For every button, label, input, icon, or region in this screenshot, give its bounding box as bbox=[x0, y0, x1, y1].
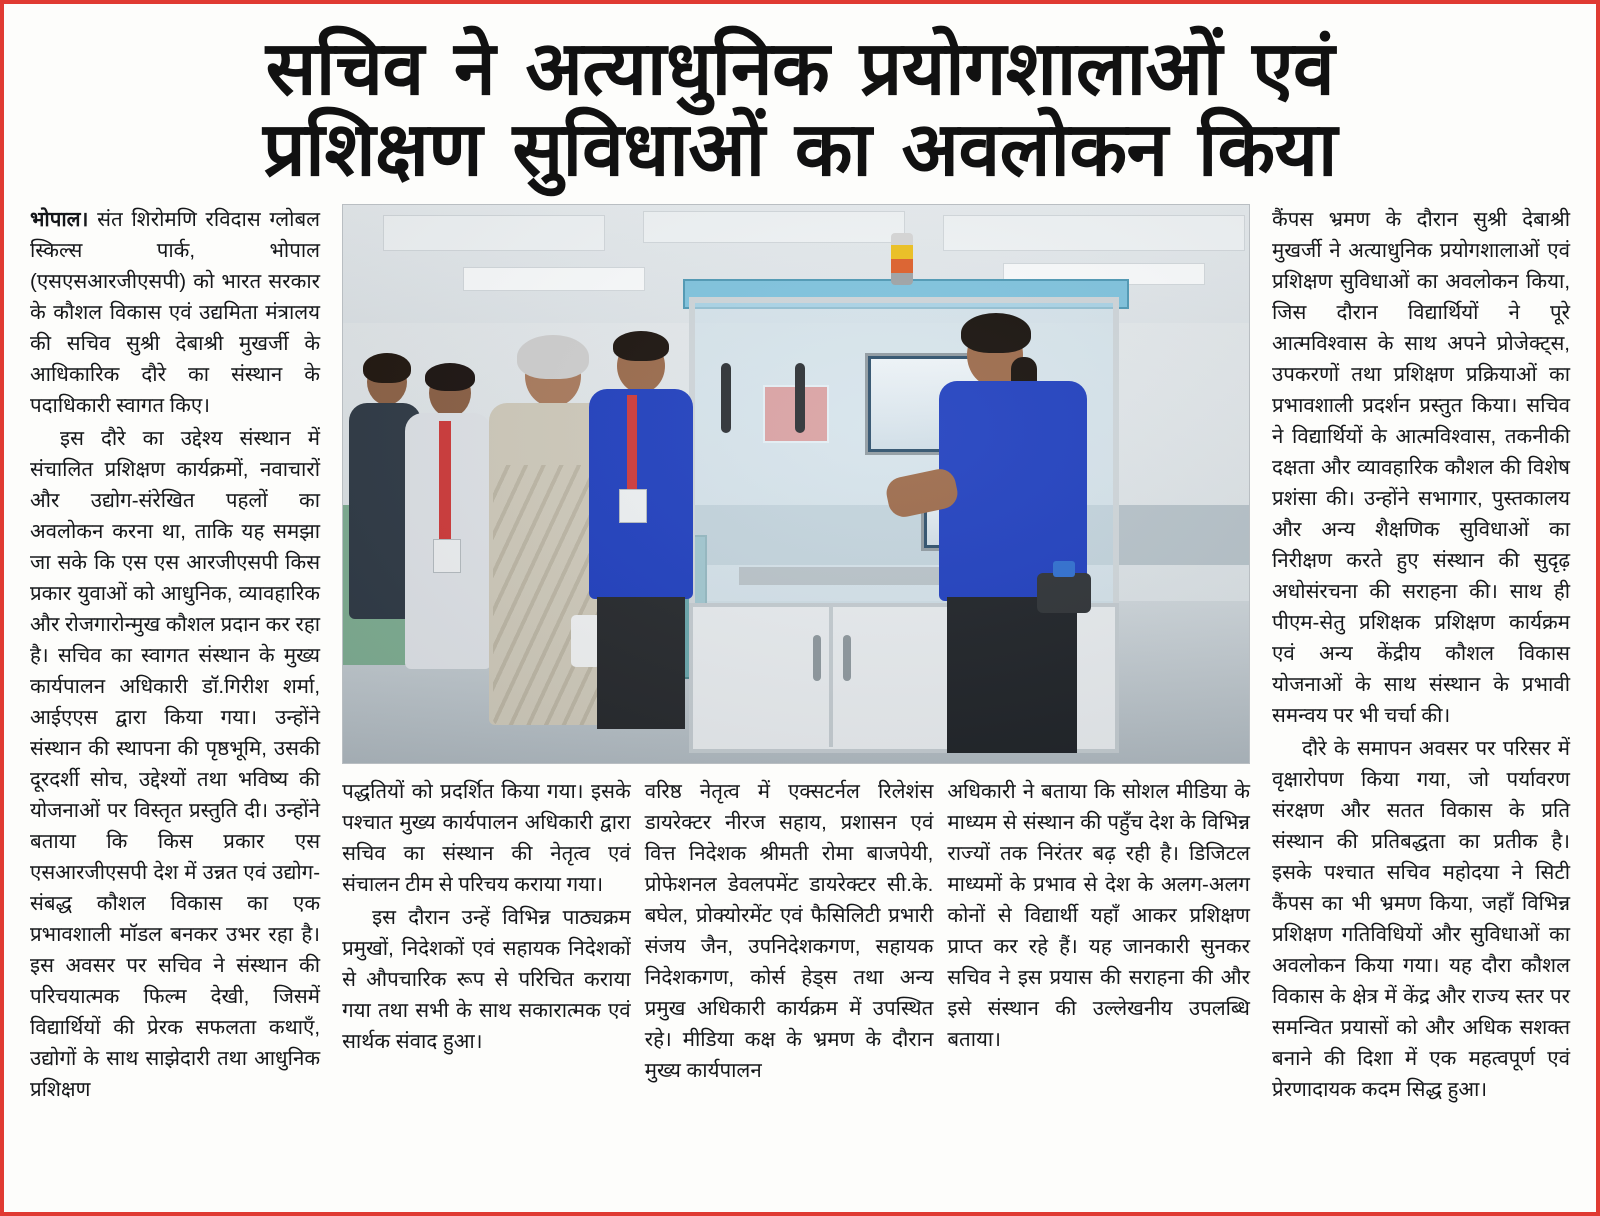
person-official-woman bbox=[405, 369, 491, 669]
center-column-3 bbox=[947, 776, 1250, 1086]
person-student-presenter bbox=[933, 323, 1093, 753]
headline-line-2: प्रशिक्षण सुविधाओं का अवलोकन किया bbox=[263, 107, 1337, 191]
left-paragraph-1-text: संत शिरोमणि रविदास ग्लोबल स्किल्स पार्क, भोपाल (एसएसआरजीएसपी) को भारत सरकार के कौशल विकास एवं उद्यमिता मंत्रालय की सचिव सुश्री देबाश्री मुखर्जी के आधिकारिक दौरे का संस्थान के पदाधिकारी स्वागत किए। bbox=[30, 208, 321, 417]
ceiling-light bbox=[463, 267, 645, 291]
center-paragraph-4: अधिकारी ने बताया कि सोशल मीडिया के माध्यम से संस्थान की पहुँच देश के विभिन्न राज्यों तक निरंतर बढ़ रही है। डिजिटल माध्यमों के प्रभाव से देश के अलग-अलग कोनों से विद्यार्थी यहाँ आकर प्रशिक्षण प्राप्त कर रहे हैं। यह जानकारी सुनकर सचिव ने इस प्रयास की सराहना की और इसे संस्थान की उल्लेखनीय उपलब्धि बताया। bbox=[947, 780, 1250, 1051]
right-column bbox=[1258, 204, 1571, 1101]
center-paragraph-2: इस दौरान उन्हें विभिन्न पाठ्यक्रम प्रमुखों, निदेशकों एवं सहायक निदेशकों से औपचारिक रूप से परिचित कराया गया तथा सभी के साथ सकारात्मक एवं सार्थक संवाद हुआ। bbox=[342, 906, 631, 1053]
headline-line-1: सचिव ने अत्याधुनिक प्रयोगशालाओं एवं bbox=[265, 26, 1335, 110]
article-body bbox=[30, 204, 1571, 1101]
center-paragraph-1: पद्धतियों को प्रदर्शित किया गया। इसके पश्चात मुख्य कार्यपालन अधिकारी द्वारा सचिव का संस्थान की नेतृत्व एवं संचालन टीम से परिचय कराया गया। bbox=[342, 780, 631, 896]
dateline: भोपाल। bbox=[30, 208, 89, 231]
left-paragraph-2: इस दौरे का उद्देश्य संस्थान में संचालित प्रशिक्षण कार्यक्रमों, नवाचारों और उद्योग-संरेखित पहलों का अवलोकन करना था, ताकि यह समझा जा सके कि एस एस आरजीएसपी किस प्रकार युवाओं को आधुनिक, व्यावहारिक और रोजगारोन्मुख कौशल प्रदान कर रहा है। सचिव का स्वागत संस्थान के मुख्य कार्यपालन अधिकारी डॉ.गिरीश शर्मा, आईएएस द्वारा किया गया। उन्होंने संस्थान की स्थापना की पृष्ठभूमि, उसकी दूरदर्शी सोच, उद्देश्यों तथा भविष्य की योजनाओं पर विस्तृत प्रस्तुति दी। उन्होंने बताया कि किस प्रकार एस एसआरजीएसपी देश में उन्नत एवं उद्योग-संबद्ध कौशल विकास का एक प्रभावशाली मॉडल बनकर उभर रहा है। इस अवसर पर सचिव ने संस्थान की परिचयात्मक फिल्म देखी, जिसमें विद्यार्थियों की प्रेरक सफलता कथाएँ, उद्योगों के साथ साझेदारी तथा आधुनिक प्रशिक्षण bbox=[30, 427, 321, 1101]
lanyard bbox=[627, 395, 637, 491]
article-photo bbox=[342, 204, 1250, 764]
ceiling-panel bbox=[383, 215, 605, 251]
ceiling-panel bbox=[943, 215, 1245, 251]
machine-handle bbox=[721, 363, 731, 433]
ceiling-panel bbox=[643, 211, 905, 243]
left-column bbox=[30, 204, 334, 1101]
person-staff-blue-shirt bbox=[589, 339, 693, 729]
left-paragraph-1 bbox=[30, 204, 320, 421]
machine-handle bbox=[795, 363, 805, 433]
id-badge bbox=[619, 489, 647, 523]
scanner-button bbox=[1053, 561, 1075, 577]
page-inner bbox=[4, 4, 1596, 1212]
center-text-columns bbox=[342, 776, 1250, 1086]
trousers bbox=[597, 597, 685, 729]
center-column bbox=[334, 204, 1258, 1082]
right-paragraph-1: कैंपस भ्रमण के दौरान सुश्री देबाश्री मुखर्जी ने अत्याधुनिक प्रयोगशालाओं एवं प्रशिक्षण सुविधाओं का अवलोकन किया, जिस दौरान विद्यार्थियों ने पूरे आत्मविश्वास के साथ अपने प्रोजेक्ट्स, उपकरणों तथा प्रशिक्षण प्रक्रियाओं का प्रभावशाली प्रदर्शन प्रस्तुत किया। सचिव ने विद्यार्थियों के आत्मविश्वास, तकनीकी दक्षता और व्यावहारिक कौशल की विशेष प्रशंसा की। उन्होंने सभागार, पुस्तकालय और अन्य शैक्षणिक सुविधाओं का निरीक्षण करते हुए संस्थान की सुदृढ़ अधोसंरचना की सराहना की। साथ ही पीएम-सेतु प्रशिक्षक प्रशिक्षण कार्यक्रम एवं अन्य केंद्रीय कौशल विकास योजनाओं के साथ संस्थान के प्रभावी समन्वय पर भी चर्चा की। bbox=[1272, 208, 1571, 727]
handheld-scanner bbox=[1037, 573, 1091, 613]
center-paragraph-3: वरिष्ठ नेतृत्व में एक्सटर्नल रिलेशंस डायरेक्टर नीरज सहाय, प्रशासन एवं वित्त निदेशक श्रीमती रोमा बाजपेयी, प्रोफेशनल डेवलपमेंट डायरेक्टर सी.के. बघेल, प्रोक्योरमेंट एवं फैसिलिटी प्रभारी संजय जैन, उपनिदेशकगण, सहायक निदेशकगण, कोर्स हेड्स तथा अन्य प्रमुख अधिकारी कार्यक्रम में उपस्थित रहे। मीडिया कक्ष के भ्रमण के दौरान मुख्य कार्यपालन bbox=[644, 780, 934, 1082]
right-paragraph-2: दौरे के समापन अवसर पर परिसर में वृक्षारोपण किया गया, जो पर्यावरण संरक्षण और सतत विकास के प्रति संस्थान की प्रतिबद्धता का प्रतीक है। इसके पश्चात सचिव महोदया ने सिटी कैंपस का भी भ्रमण किया, जहाँ विभिन्न प्रशिक्षण गतिविधियों और सुविधाओं का अवलोकन किया गया। यह दौरा कौशल विकास के क्षेत्र में केंद्र और राज्य स्तर पर समन्वित प्रयासों को और अधिक सशक्त बनाने की दिशा में एक महत्वपूर्ण एवं प्रेरणादायक कदम सिद्ध हुआ। bbox=[1272, 737, 1571, 1101]
center-column-1 bbox=[342, 776, 645, 1086]
page-title bbox=[30, 28, 1570, 190]
trousers bbox=[947, 597, 1077, 753]
id-badge bbox=[433, 539, 461, 573]
cabinet-handle bbox=[813, 635, 821, 681]
center-column-2 bbox=[645, 776, 948, 1086]
machine-door-seam bbox=[829, 607, 833, 747]
cabinet-handle bbox=[843, 635, 851, 681]
status-tower-lamp bbox=[891, 233, 913, 285]
lanyard bbox=[439, 421, 451, 541]
